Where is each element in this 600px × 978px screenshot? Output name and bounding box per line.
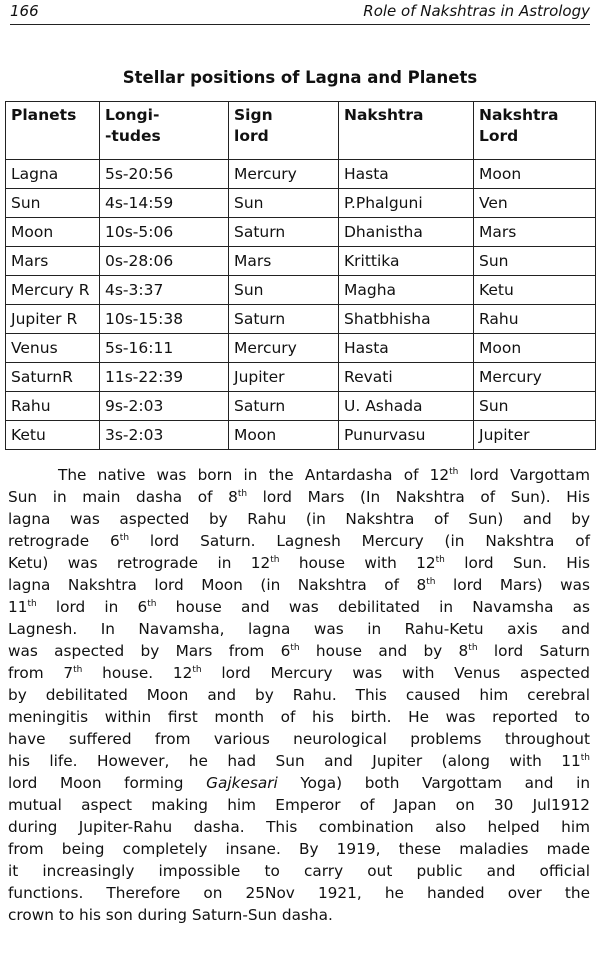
paragraph-line: mutual aspect making him Emperor of Japan on 30 Jul1912 (8, 796, 590, 814)
table-cell: Sun (229, 189, 339, 218)
column-header: Nakshtra (339, 102, 474, 160)
table-cell: 5s-16:11 (100, 334, 229, 363)
stellar-positions-table (5, 101, 596, 450)
table-cell: Mars (6, 247, 100, 276)
table-cell: Saturn (229, 392, 339, 421)
table-cell: Krittika (339, 247, 474, 276)
body-paragraph (8, 464, 590, 926)
table-cell: Mars (229, 247, 339, 276)
table-cell: SaturnR (6, 363, 100, 392)
column-header: Sign lord (229, 102, 339, 160)
paragraph-line: 11th lord in 6th house and was debilitated in Navamsha as (8, 598, 591, 616)
table-title: Stellar positions of Lagna and Planets (122, 68, 478, 87)
table-cell: P.Phalguni (339, 189, 474, 218)
paragraph-line: The native was born in the Antardasha of 12th lord Vargottam (58, 466, 590, 484)
table-cell: Sun (229, 276, 339, 305)
table-cell: 4s-14:59 (100, 189, 229, 218)
table-cell: Jupiter R (6, 305, 100, 334)
paragraph-line: during Jupiter-Rahu dasha. This combination also helped him (8, 818, 590, 836)
paragraph-line: Ketu) was retrograde in 12th house with 12th lord Sun. His (8, 554, 590, 572)
table-cell: 10s-5:06 (100, 218, 229, 247)
table-cell: 5s-20:56 (100, 160, 229, 189)
table-cell: Ketu (6, 421, 100, 450)
paragraph-line: Lagnesh. In Navamsha, lagna was in Rahu-Ketu axis and (8, 620, 590, 638)
table-cell: Punurvasu (339, 421, 474, 450)
table-cell: Lagna (6, 160, 100, 189)
table-cell: Sun (6, 189, 100, 218)
paragraph-line: from 7th house. 12th lord Mercury was with Venus aspected (8, 664, 591, 682)
table-body (6, 160, 596, 450)
paragraph-line: was aspected by Mars from 6th house and by 8th lord Saturn (8, 642, 590, 660)
paragraph-line: it increasingly impossible to carry out public and official (8, 862, 590, 880)
table-cell: Jupiter (474, 421, 596, 450)
table-cell: 0s-28:06 (100, 247, 229, 276)
table-cell: Shatbhisha (339, 305, 474, 334)
table-row (6, 305, 596, 334)
column-header: Nakshtra Lord (474, 102, 596, 160)
table-cell: Moon (229, 421, 339, 450)
table-cell: Rahu (474, 305, 596, 334)
table-cell: Mercury (229, 334, 339, 363)
table-cell: 9s-2:03 (100, 392, 229, 421)
table-row (6, 392, 596, 421)
table-cell: Moon (474, 160, 596, 189)
table-cell: Rahu (6, 392, 100, 421)
table-cell: Ven (474, 189, 596, 218)
table-cell: 10s-15:38 (100, 305, 229, 334)
table-cell: Ketu (474, 276, 596, 305)
table-row (6, 334, 596, 363)
column-header: Longi- -tudes (100, 102, 229, 160)
table-cell: U. Ashada (339, 392, 474, 421)
table-cell: Venus (6, 334, 100, 363)
table-header (6, 102, 596, 160)
table-cell: 4s-3:37 (100, 276, 229, 305)
page-header (10, 0, 590, 25)
table-cell: Mercury R (6, 276, 100, 305)
paragraph-line: by debilitated Moon and by Rahu. This caused him cerebral (8, 686, 590, 704)
column-header: Planets (6, 102, 100, 160)
paragraph-line: his life. However, he had Sun and Jupiter (along with 11th (8, 752, 590, 770)
paragraph-line: lagna Nakshtra lord Moon (in Nakshtra of 8th lord Mars) was (8, 576, 590, 594)
table-cell: Sun (474, 392, 596, 421)
table-cell: Revati (339, 363, 474, 392)
table-cell: Mercury (229, 160, 339, 189)
paragraph-line: lagna was aspected by Rahu (in Nakshtra of Sun) and by (8, 510, 590, 528)
table-cell: Mars (474, 218, 596, 247)
table-cell: Dhanistha (339, 218, 474, 247)
running-title: Role of Nakshtras in Astrology (363, 2, 590, 20)
table-row (6, 247, 596, 276)
table-cell: 11s-22:39 (100, 363, 229, 392)
table-cell: Moon (6, 218, 100, 247)
table-cell: Hasta (339, 160, 474, 189)
table-cell: Mercury (474, 363, 596, 392)
paragraph-line: lord Moon forming Gajkesari Yoga) both Vargottam and in (8, 774, 591, 792)
table-row (6, 189, 596, 218)
table-row (6, 421, 596, 450)
table-row (6, 363, 596, 392)
table-row (6, 218, 596, 247)
paragraph-line: retrograde 6th lord Saturn. Lagnesh Mercury (in Nakshtra of (8, 532, 590, 550)
paragraph-line: functions. Therefore on 25Nov 1921, he handed over the (8, 884, 590, 902)
table-cell: Jupiter (229, 363, 339, 392)
table-cell: Saturn (229, 305, 339, 334)
table-cell: 3s-2:03 (100, 421, 229, 450)
table-header-row (6, 102, 596, 160)
table-cell: Saturn (229, 218, 339, 247)
table-cell: Moon (474, 334, 596, 363)
table-cell: Hasta (339, 334, 474, 363)
table-cell: Magha (339, 276, 474, 305)
paragraph-line: crown to his son during Saturn-Sun dasha. (8, 906, 333, 924)
paragraph-line: have suffered from various neurological problems throughout (8, 730, 590, 748)
paragraph-line: meningitis within first month of his birth. He was reported to (8, 708, 590, 726)
table-row (6, 276, 596, 305)
paragraph-line: Sun in main dasha of 8th lord Mars (In Nakshtra of Sun). His (8, 488, 590, 506)
table-row (6, 160, 596, 189)
page-number: 166 (10, 2, 39, 20)
paragraph-line: from being completely insane. By 1919, these maladies made (8, 840, 590, 858)
table-cell: Sun (474, 247, 596, 276)
